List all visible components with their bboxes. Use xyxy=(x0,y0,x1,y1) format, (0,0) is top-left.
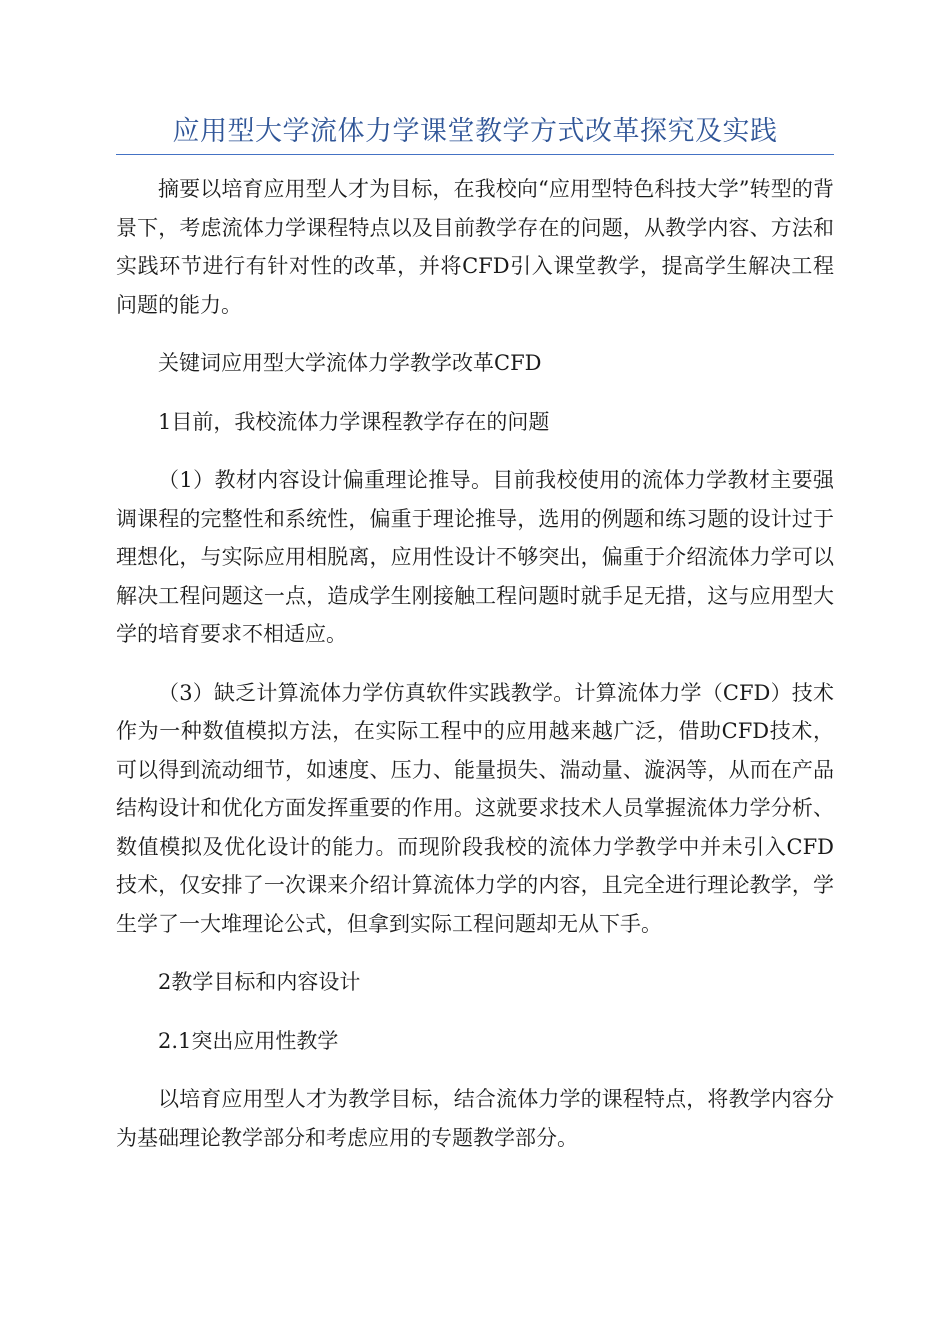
subsection-heading-2-1: 2.1突出应用性教学 xyxy=(158,1028,339,1053)
section-heading-1: 1目前，我校流体力学课程教学存在的问题 xyxy=(158,409,550,434)
body-paragraph-problem-1: （1）教材内容设计偏重理论推导。目前我校使用的流体力学教材主要强调课程的完整性和系统性，偏重于理论推导，选用的例题和练习题的设计过于理想化，与实际应用相脱离，应用性设计不够突出，偏重于介绍流体力学可以解决工程问题这一点，造成学生刚接触工程问题时就手足无措，这与应用型大学的培育要求不相适应。 xyxy=(116,468,834,646)
keywords-paragraph: 关键词应用型大学流体力学教学改革CFD xyxy=(158,351,542,375)
body-paragraph-teaching-goal: 以培育应用型人才为教学目标，结合流体力学的课程特点，将教学内容分为基础理论教学部分和考虑应用的专题教学部分。 xyxy=(116,1087,834,1150)
title-underline xyxy=(116,154,834,155)
document-body xyxy=(116,170,834,1157)
section-heading-2: 2教学目标和内容设计 xyxy=(158,970,361,994)
body-paragraph-problem-3: （3）缺乏计算流体力学仿真软件实践教学。计算流体力学（CFD）技术作为一种数值模拟方法，在实际工程中的应用越来越广泛，借助CFD技术，可以得到流动细节，如速度、压力、能量损失、湍动量、漩涡等，从而在产品结构设计和优化方面发挥重要的作用。这就要求技术人员掌握流体力学分析、数值模拟及优化设计的能力。而现阶段我校的流体力学教学中并未引入CFD技术，仅安排了一次课来介绍计算流体力学的内容，且完全进行理论教学，学生学了一大堆理论公式，但拿到实际工程问题却无从下手。 xyxy=(116,680,834,936)
document-title: 应用型大学流体力学课堂教学方式改革探究及实践 xyxy=(172,116,778,147)
abstract-paragraph: 摘要以培育应用型人才为目标，在我校向“应用型特色科技大学”转型的背景下，考虑流体力学课程特点以及目前教学存在的问题，从教学内容、方法和实践环节进行有针对性的改革，并将CFD引入课堂教学，提高学生解决工程问题的能力。 xyxy=(116,177,834,317)
